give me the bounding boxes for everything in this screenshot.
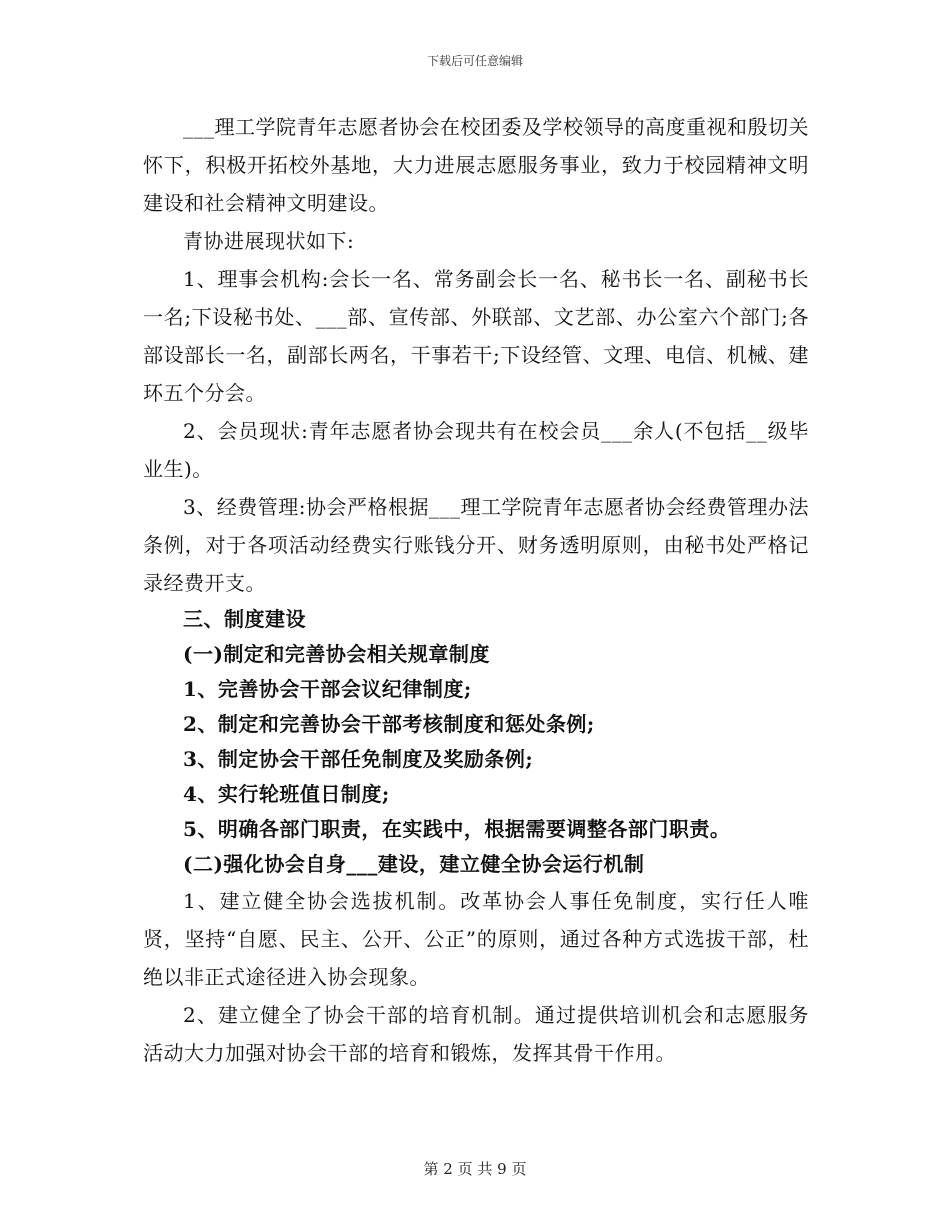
rule-item-3: 3、制定协会干部任免制度及奖励条例; (183, 747, 534, 771)
page-header: 下载后可任意编辑 (426, 54, 523, 68)
document-body (143, 108, 809, 1072)
rule-item-5: 5、明确各部门职责，在实践中，根据需要调整各部门职责。 (183, 817, 731, 841)
section-heading: 三、制度建设 (183, 607, 306, 631)
rule-item-2: 2、制定和完善协会干部考核制度和惩处条例; (183, 712, 595, 736)
page-footer: 第 2 页 共 9 页 (423, 1160, 527, 1178)
rule-item-1: 1、完善协会干部会议纪律制度; (183, 677, 472, 701)
paragraph-council: 1、理事会机构:会长一名、常务副会长一名、秘书长一名、副秘书长一名;下设秘书处、___部、宣传部、外联部、文艺部、办公室六个部门;各部设部长一名，副部长两名，干事若干;下设经管、文理、电信、机械、建环五个分会。 (143, 267, 809, 405)
paragraph-status-intro: 青协进展现状如下: (183, 229, 355, 253)
paragraph-selection-mechanism: 1、建立健全协会选拔机制。改革协会人事任免制度，实行任人唯贤，坚持“自愿、民主、公开、公正”的原则，通过各种方式选拔干部，杜绝以非正式途径进入协会现象。 (143, 889, 809, 989)
paragraph-funding: 3、经费管理:协会严格根据___理工学院青年志愿者协会经费管理办法条例，对于各项活动经费实行账钱分开、财务透明原则，由秘书处严格记录经费开支。 (143, 495, 809, 595)
paragraph-intro: ___理工学院青年志愿者协会在校团委及学校领导的高度重视和殷切关怀下，积极开拓校外基地，大力进展志愿服务事业，致力于校园精神文明建设和社会精神文明建设。 (143, 115, 809, 215)
paragraph-training-mechanism: 2、建立健全了协会干部的培育机制。通过提供培训机会和志愿服务活动大力加强对协会干部的培育和锻炼，发挥其骨干作用。 (143, 1003, 809, 1065)
rule-item-4: 4、实行轮班值日制度; (183, 782, 390, 806)
subsection-heading-2: (二)强化协会自身___建设，建立健全协会运行机制 (183, 852, 645, 876)
subsection-heading-1: (一)制定和完善协会相关规章制度 (183, 642, 490, 666)
paragraph-members: 2、会员现状:青年志愿者协会现共有在校会员___余人(不包括__级毕业生)。 (143, 419, 809, 481)
